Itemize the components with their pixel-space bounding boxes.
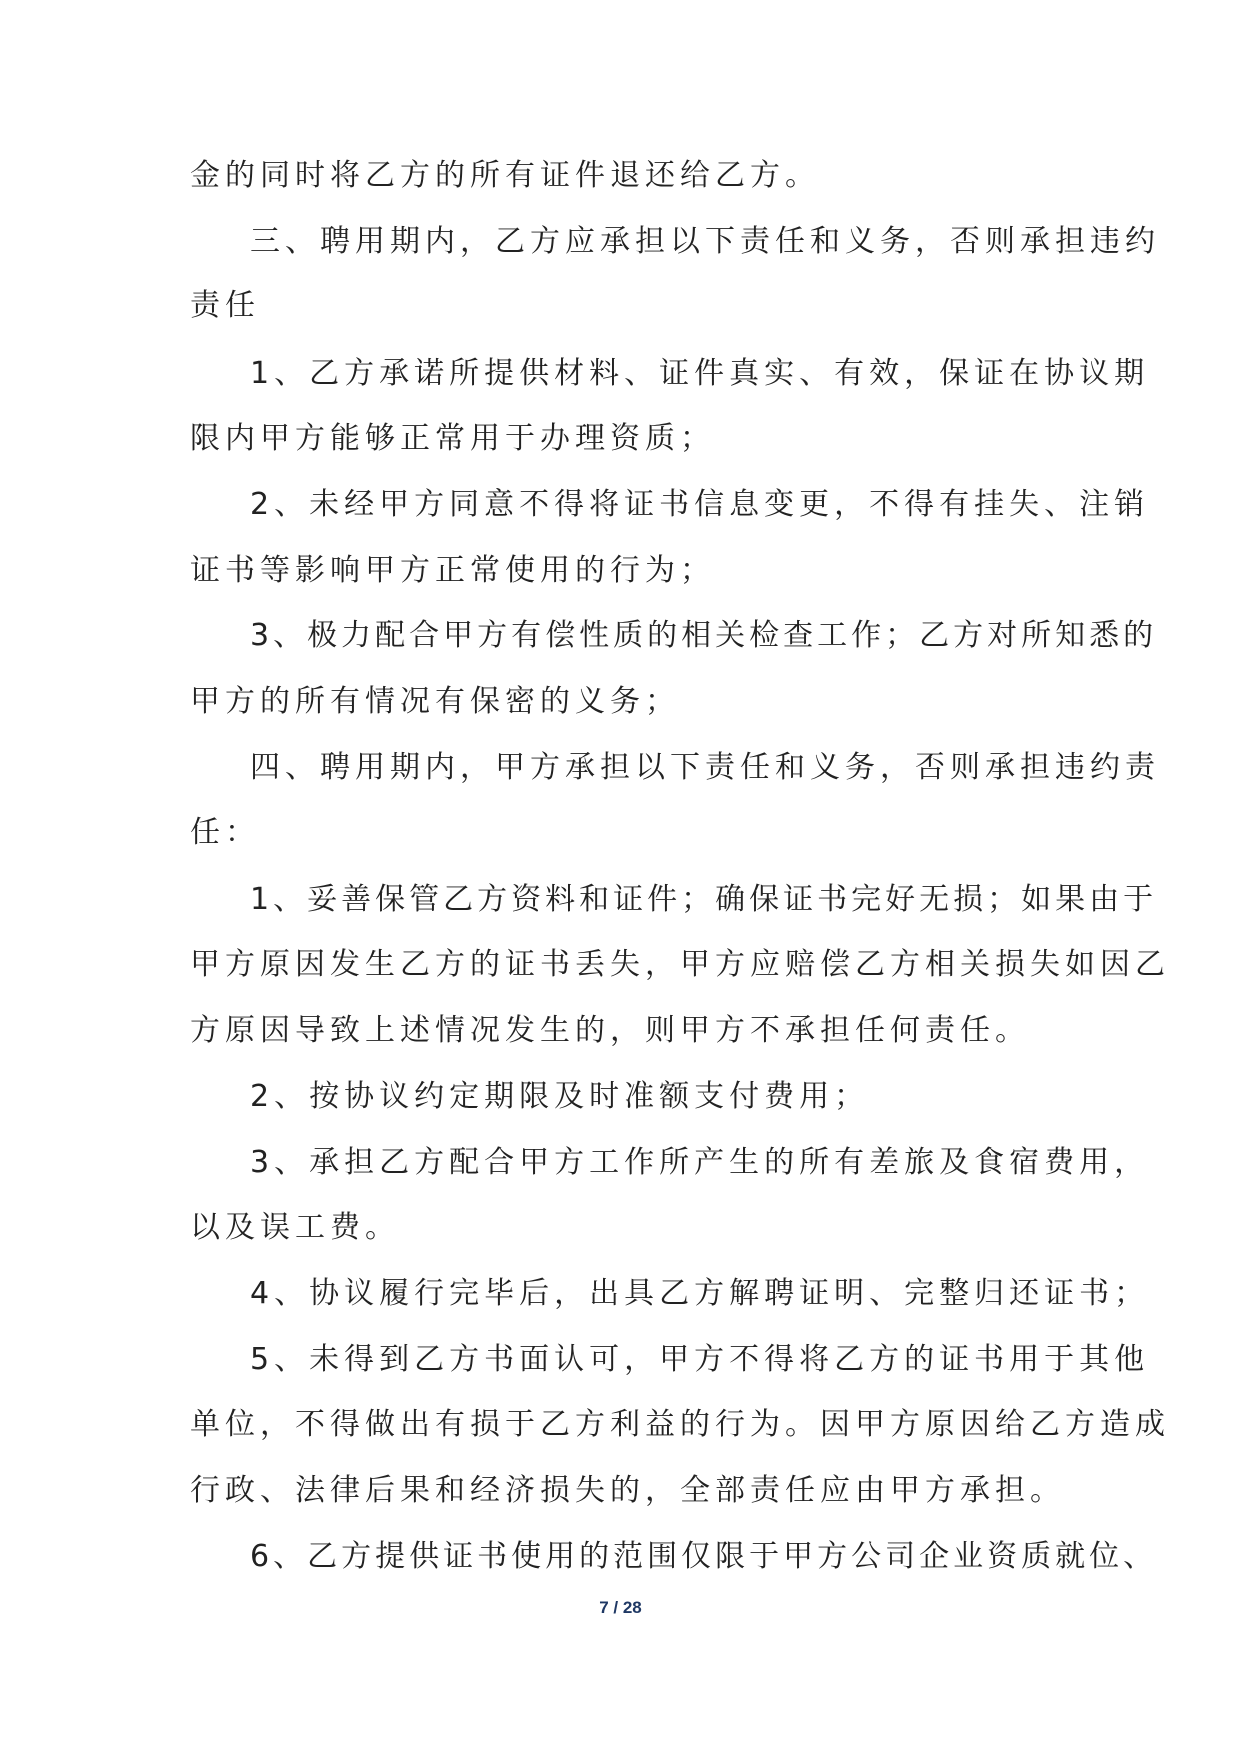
text-line: 4、协议履行完毕后，出具乙方解聘证明、完整归还证书； bbox=[250, 1276, 1150, 1311]
text-line: 方原因导致上述情况发生的，则甲方不承担任何责任。 bbox=[190, 1013, 1030, 1048]
text-line: 三、聘用期内，乙方应承担以下责任和义务，否则承担违约 bbox=[250, 224, 1160, 259]
text-line: 单位，不得做出有损于乙方利益的行为。因甲方原因给乙方造成 bbox=[190, 1407, 1170, 1442]
text-line: 四、聘用期内，甲方承担以下责任和义务，否则承担违约责 bbox=[250, 750, 1160, 785]
text-line: 以及误工费。 bbox=[190, 1210, 400, 1245]
text-line: 限内甲方能够正常用于办理资质； bbox=[190, 421, 715, 456]
text-line: 甲方原因发生乙方的证书丢失，甲方应赔偿乙方相关损失如因乙 bbox=[190, 947, 1170, 982]
page-number: 7 / 28 bbox=[599, 1598, 642, 1617]
text-line: 证书等影响甲方正常使用的行为； bbox=[190, 553, 715, 588]
text-line: 行政、法律后果和经济损失的，全部责任应由甲方承担。 bbox=[190, 1473, 1065, 1508]
text-line: 甲方的所有情况有保密的义务； bbox=[190, 684, 680, 719]
text-line: 3、极力配合甲方有偿性质的相关检查工作；乙方对所知悉的 bbox=[250, 618, 1158, 653]
text-line: 1、妥善保管乙方资料和证件；确保证书完好无损；如果由于 bbox=[250, 882, 1158, 917]
text-line: 1、乙方承诺所提供材料、证件真实、有效，保证在协议期 bbox=[250, 356, 1150, 391]
text-line: 金的同时将乙方的所有证件退还给乙方。 bbox=[190, 158, 820, 193]
text-line: 5、未得到乙方书面认可，甲方不得将乙方的证书用于其他 bbox=[250, 1342, 1150, 1377]
text-line: 6、乙方提供证书使用的范围仅限于甲方公司企业资质就位、 bbox=[250, 1539, 1158, 1574]
text-line: 2、未经甲方同意不得将证书信息变更，不得有挂失、注销 bbox=[250, 487, 1150, 522]
text-line: 3、承担乙方配合甲方工作所产生的所有差旅及食宿费用， bbox=[250, 1145, 1150, 1180]
text-line: 2、按协议约定期限及时准额支付费用； bbox=[250, 1079, 870, 1114]
text-line: 责任 bbox=[190, 288, 260, 323]
text-line: 任： bbox=[190, 815, 260, 850]
